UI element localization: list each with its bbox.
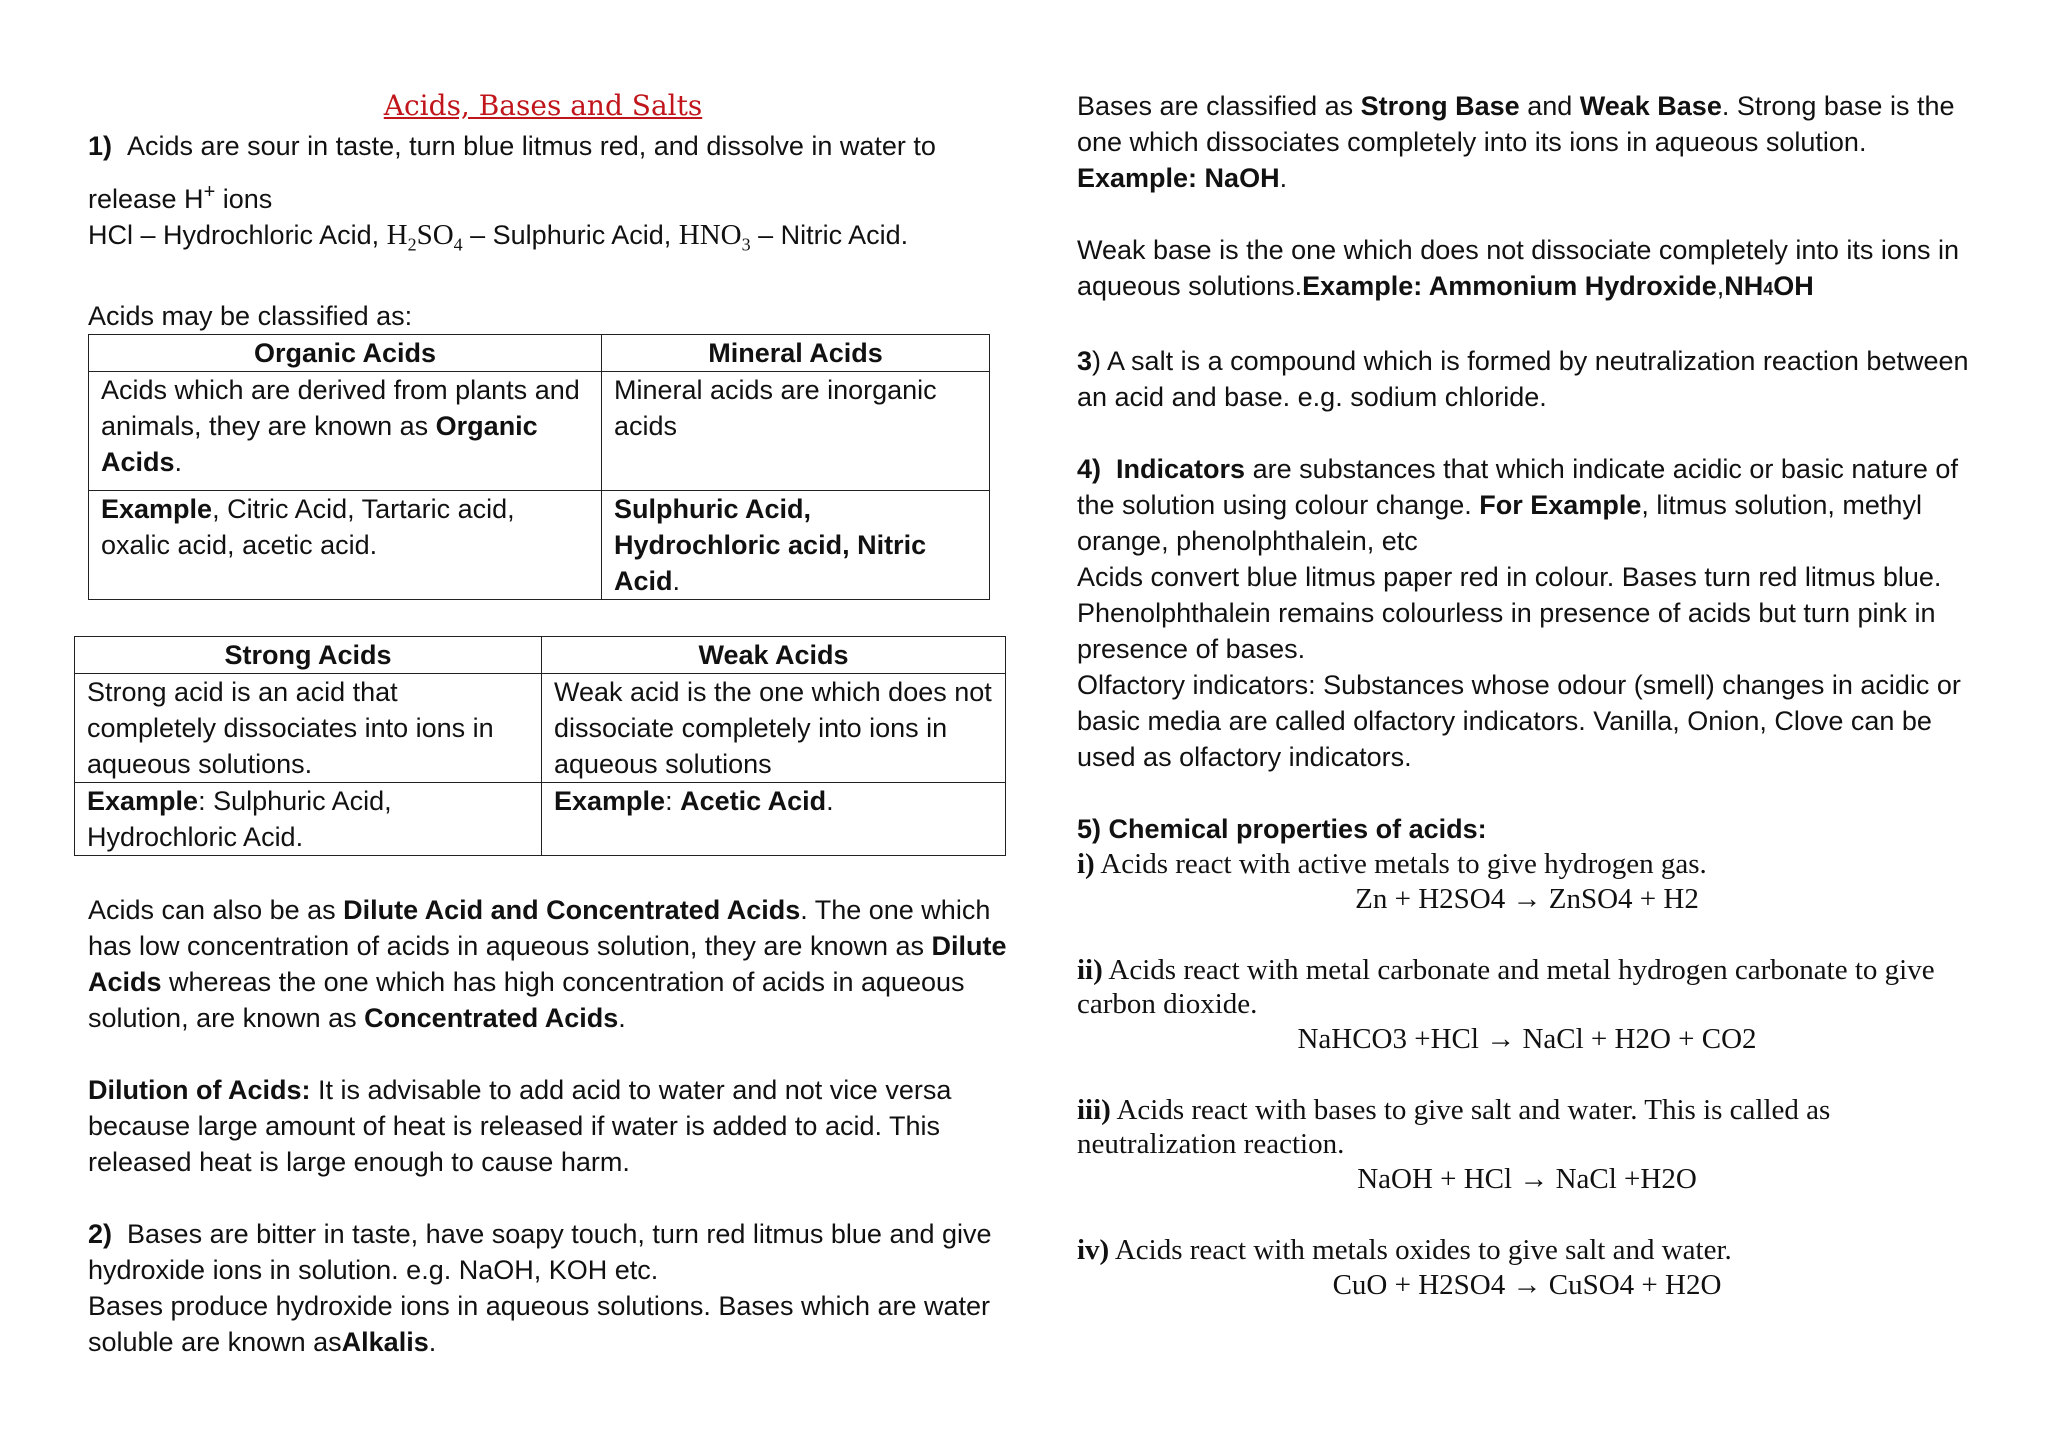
strong-base-paragraph: Bases are classified as Strong Base and Weak Base. Strong base is the one which dissociates completely into its ions in aqueous solution. Example: NaOH. (1077, 91, 1955, 193)
header-weak: Weak Acids (542, 637, 1006, 674)
weak-example-cell: Example: Acetic Acid. (542, 783, 1006, 856)
acid-examples: HCl – Hydrochloric Acid, $H_2SO_4$ – Sulphuric Acid, $HNO_3$ – Nitric Acid. (88, 219, 909, 255)
mineral-example-cell: Sulphuric Acid, Hydrochloric acid, Nitric Acid. (602, 491, 990, 600)
header-organic: Organic Acids (89, 335, 602, 372)
left-column (88, 88, 1008, 1360)
salt-paragraph: 3) A salt is a compound which is formed by neutralization reaction between an acid and base. e.g. sodium chloride. (1077, 346, 1969, 412)
equation-iii: NaOH + HCl → NaCl +H2O (1357, 1163, 1697, 1195)
classified-label: Acids may be classified as: (88, 301, 413, 332)
header-mineral: Mineral Acids (602, 335, 990, 372)
equation-i: Zn + H2SO4 → ZnSO4 + H2 (1355, 883, 1699, 915)
table-header-row (75, 637, 1006, 674)
strong-weak-table (74, 636, 1006, 856)
weak-base-paragraph: Weak base is the one which does not dissociate completely into its ions in aqueous solutions.Example: Ammonium Hydroxide,NH4OH (1077, 235, 1959, 301)
organic-mineral-table (88, 334, 990, 600)
table-row (89, 372, 990, 491)
chemical-properties-heading: 5) Chemical properties of acids: (1077, 814, 1487, 844)
table-header-row (89, 335, 990, 372)
header-strong: Strong Acids (75, 637, 542, 674)
strong-def-cell: Strong acid is an acid that completely dissociates into ions in aqueous solutions. (75, 674, 542, 783)
organic-def-cell: Acids which are derived from plants and animals, they are known as Organic Acids. (89, 372, 602, 491)
table-row (75, 783, 1006, 856)
organic-example-cell: Example, Citric Acid, Tartaric acid, oxalic acid, acetic acid. (89, 491, 602, 600)
equation-ii: NaHCO3 +HCl → NaCl + H2O + CO2 (1297, 1023, 1757, 1055)
property-iv: iv) Acids react with metals oxides to give salt and water. (1077, 1234, 1732, 1266)
weak-def-cell: Weak acid is the one which does not dissociate completely into ions in aqueous solutions (542, 674, 1006, 783)
litmus-paragraph: Acids convert blue litmus paper red in colour. Bases turn red litmus blue. Phenolphthalein remains colourless in presence of acids but turn pink in presence of bases. (1077, 562, 1942, 664)
table-row (75, 674, 1006, 783)
acids-definition: 1) Acids are sour in taste, turn blue litmus red, and dissolve in water to (88, 131, 936, 161)
dilute-concentrated-paragraph: Acids can also be as Dilute Acid and Concentrated Acids. The one which has low concentration of acids in aqueous solution, they are known as Dilute Acids whereas the one which has high concentration of acids in aqueous solution, are known as Concentrated Acids. (88, 895, 1007, 1034)
table-row (89, 491, 990, 600)
right-column (1077, 88, 1977, 1303)
olfactory-paragraph: Olfactory indicators: Substances whose odour (smell) changes in acidic or basic media are called olfactory indicators. Vanilla, Onion, Clove can be used as olfactory indicators. (1077, 670, 1961, 772)
strong-example-cell: Example: Sulphuric Acid, Hydrochloric Acid. (75, 783, 542, 856)
acids-definition-cont: release H+ ions (88, 181, 273, 214)
property-ii: ii) Acids react with metal carbonate and metal hydrogen carbonate to give carbon dioxide. (1077, 954, 1935, 1020)
bases-paragraph: 2) Bases are bitter in taste, have soapy touch, turn red litmus blue and give hydroxide ions in solution. e.g. NaOH, KOH etc. (88, 1219, 992, 1286)
property-iii: iii) Acids react with bases to give salt and water. This is called as neutralization reaction. (1077, 1094, 1831, 1160)
mineral-def-cell: Mineral acids are inorganic acids (602, 372, 990, 491)
equation-iv: CuO + H2SO4 → CuSO4 + H2O (1332, 1269, 1722, 1301)
dilution-paragraph: Dilution of Acids: It is advisable to add acid to water and not vice versa because large amount of heat is released if water is added to acid. This released heat is large enough to cause harm. (88, 1075, 952, 1178)
property-i: i) Acids react with active metals to give hydrogen gas. (1077, 848, 1707, 880)
alkalis-paragraph: Bases produce hydroxide ions in aqueous solutions. Bases which are water soluble are known asAlkalis. (88, 1291, 991, 1358)
indicators-paragraph: 4) Indicators are substances that which indicate acidic or basic nature of the solution using colour change. For Example, litmus solution, methyl orange, phenolphthalein, etc (1077, 454, 1958, 556)
page-title: Acids, Bases and Salts (383, 89, 703, 122)
